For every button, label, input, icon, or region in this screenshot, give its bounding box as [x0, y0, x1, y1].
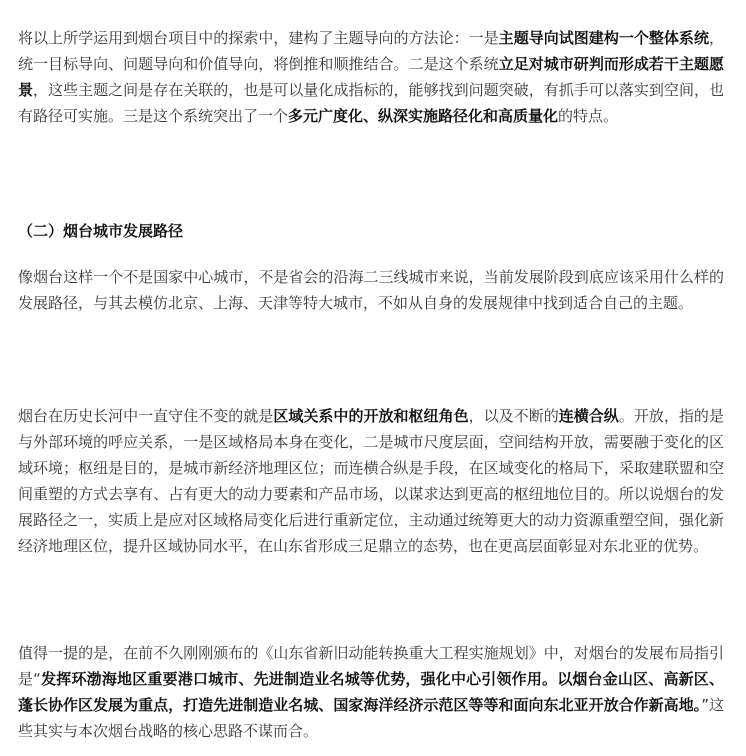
paragraph-provincial-plan [18, 640, 724, 744]
para4-text-2: ”这些其实与本次烟台战略的核心思路不谋而合。 [18, 696, 724, 740]
paragraph-methodology [18, 25, 724, 129]
paragraph-development-path [18, 264, 724, 316]
para1-text-3: ，这些主题之间是存在关联的，也是可以量化成指标的，能够找到问题突破，有抓手可以落实到空间，也有路径可实施。三是这个系统突出了一个 [18, 81, 724, 125]
para3-bold-1: 区域关系中的开放和枢纽角色 [273, 407, 469, 425]
para1-bold-1: 主题导向试图建构一个整体系统 [498, 29, 709, 47]
section-heading: （二）烟台城市发展路径 [18, 222, 184, 240]
para3-text-2: ，以及不断的 [468, 407, 559, 425]
para1-text-1: 将以上所学运用到烟台项目中的探索中，建构了主题导向的方法论：一是 [18, 29, 499, 47]
para4-text-1: 值得一提的是，在前不久刚刚颁布的《山东省新旧动能转换重大工程实施规划》中，对烟台的发展布局指引是“ [18, 644, 724, 688]
para1-bold-3: 多元广度化、纵深实施路径化和高质量化 [288, 107, 559, 125]
para4-bold-1: 发挥环渤海地区重要港口城市、先进制造业名城等优势，强化中心引领作用。以烟台金山区、高新区、蓬长协作区发展为重点，打造先进制造业名城、国家海洋经济示范区等等和面向东北亚开放合作新高地。 [18, 670, 724, 714]
para3-bold-2: 连横合纵 [558, 407, 619, 425]
para3-text-3: 。开放，指的是与外部环境的呼应关系，一是区域格局本身在变化，二是城市尺度层面，空间结构开放，需要融于变化的区域环境；枢纽是目的，是城市新经济地理区位；而连横合纵是手段，在区域变化的格局下，采取建联盟和空间重塑的方式去享有、占有更大的动力要素和产品市场，以谋求达到更高的枢纽地位目的。所以说烟台的发展路径之一，实质上是应对区域格局变化后进行重新定位，主动通过统筹更大的动力资源重塑空间，强化新经济地理区位，提升区域协同水平，在山东省形成三足鼎立的态势，也在更高层面彰显对东北亚的优势。 [18, 407, 724, 555]
para1-text-4: 的特点。 [558, 107, 619, 125]
para1-bold-2: 立足对城市研判而形成若干主题愿景 [18, 55, 724, 99]
paragraph-regional-role [18, 403, 724, 559]
para1-text-2: ，统一目标导向、问题导向和价值导向，将倒推和顺推结合。二是这个系统 [18, 29, 724, 73]
para2-text-1: 像烟台这样一个不是国家中心城市，不是省会的沿海二三线城市来说，当前发展阶段到底应该采用什么样的发展路径，与其去模仿北京、上海、天津等特大城市，不如从自身的发展规律中找到适合自己的主题。 [18, 268, 724, 312]
para3-text-1: 烟台在历史长河中一直守住不变的就是 [18, 407, 274, 425]
